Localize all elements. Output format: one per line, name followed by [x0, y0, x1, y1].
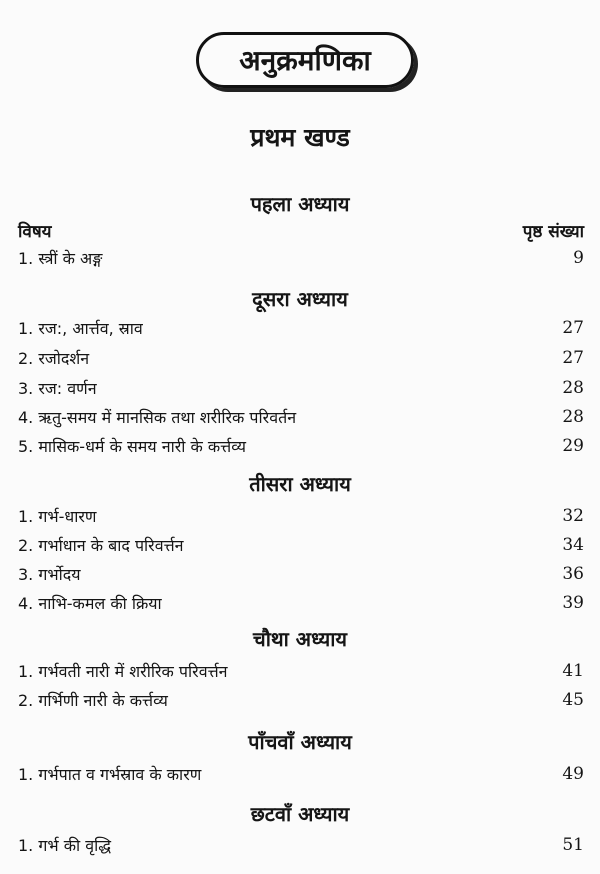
column-header-page: पृष्ठ संख्या: [522, 221, 584, 242]
toc-entry: [18, 761, 584, 787]
toc-entry: [18, 503, 584, 529]
toc-entry-label: 1. गर्भवती नारी में शरीरिक परिवर्त्तन: [18, 662, 228, 681]
toc-entry-label: 5. मासिक-धर्म के समय नारी के कर्त्तव्य: [18, 437, 246, 456]
column-header-subject: विषय: [18, 221, 52, 242]
toc-entry-page: 29: [562, 436, 584, 456]
toc-entry: [18, 832, 584, 858]
toc-entry-label: 2. गर्भिणी नारी के कर्त्तव्य: [18, 691, 168, 710]
toc-entry-label: 3. रज: वर्णन: [18, 379, 97, 398]
toc-entry-page: 28: [562, 378, 584, 398]
chapter-title: छटवाँ अध्याय: [250, 802, 350, 826]
toc-entry-page: 32: [562, 506, 584, 526]
toc-entry: [18, 315, 584, 341]
toc-entry-label: 1. स्त्रीं के अङ्ग: [18, 249, 103, 268]
toc-entry: [18, 561, 584, 587]
toc-entry-label: 4. ऋतु-समय में मानसिक तथा शरीरिक परिवर्तन: [18, 408, 297, 427]
toc-entry: [18, 245, 584, 271]
toc-entry-page: 45: [562, 690, 584, 710]
toc-entry-label: 2. गर्भाधान के बाद परिवर्त्तन: [18, 536, 184, 555]
part-title: प्रथम खण्ड: [250, 123, 350, 152]
toc-entry-page: 36: [562, 564, 584, 584]
chapter-title: पाँचवाँ अध्याय: [248, 730, 352, 754]
toc-entry-page: 34: [562, 535, 584, 555]
toc-entry: [18, 658, 584, 684]
toc-entry-page: 9: [573, 248, 584, 268]
toc-entry-page: 41: [562, 661, 584, 681]
toc-entry-label: 1. गर्भ-धारण: [18, 507, 97, 526]
toc-entry: [18, 590, 584, 616]
toc-entry-label: 2. रजोदर्शन: [18, 349, 90, 368]
toc-entry-page: 39: [562, 593, 584, 613]
toc-entry-label: 1. गर्भ की वृद्धि: [18, 836, 112, 855]
toc-entry-page: 28: [562, 407, 584, 427]
toc-entry-label: 3. गर्भोदय: [18, 565, 81, 584]
toc-entry-label: 1. रज:, आर्त्तव, स्राव: [18, 319, 143, 338]
chapter-title: दूसरा अध्याय: [252, 287, 348, 311]
chapter-title: चौथा अध्याय: [253, 627, 347, 651]
toc-entry: [18, 687, 584, 713]
chapter-title: पहला अध्याय: [250, 192, 350, 216]
toc-entry: [18, 404, 584, 430]
toc-entry-page: 27: [562, 348, 584, 368]
chapter-title: तीसरा अध्याय: [249, 472, 351, 496]
toc-entry-page: 27: [562, 318, 584, 338]
toc-entry: [18, 433, 584, 459]
toc-entry-label: 4. नाभि-कमल की क्रिया: [18, 594, 162, 613]
page-title: अनुक्रमणिका: [196, 32, 414, 88]
toc-entry-page: 51: [562, 835, 584, 855]
column-header-row: [18, 217, 584, 243]
toc-entry-label: 1. गर्भपात व गर्भस्राव के कारण: [18, 765, 202, 784]
toc-entry: [18, 375, 584, 401]
toc-entry: [18, 532, 584, 558]
toc-entry-page: 49: [562, 764, 584, 784]
toc-entry: [18, 345, 584, 371]
